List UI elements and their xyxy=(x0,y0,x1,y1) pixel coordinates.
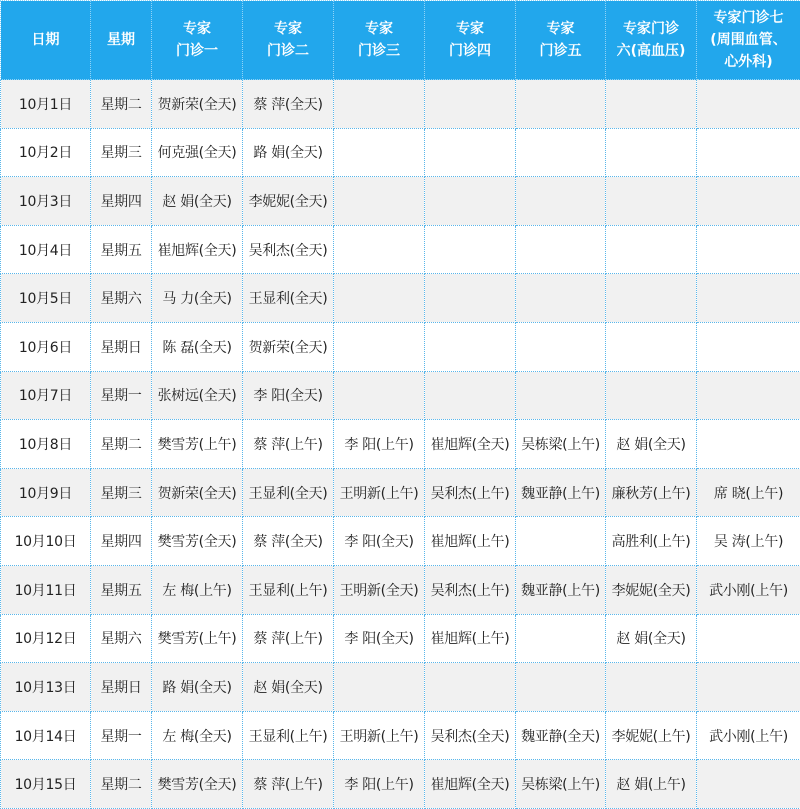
cell-clinic-6 xyxy=(606,274,697,323)
column-header-line: 专家 xyxy=(274,21,302,37)
cell-clinic-4 xyxy=(425,128,516,177)
cell-clinic-1: 路 娟(全天) xyxy=(152,663,243,712)
table-row xyxy=(1,565,800,614)
cell-date: 10月15日 xyxy=(1,760,91,809)
cell-clinic-6 xyxy=(606,128,697,177)
cell-clinic-7: 吴 涛(上午) xyxy=(697,517,800,566)
cell-clinic-4 xyxy=(425,322,516,371)
table-row xyxy=(1,322,800,371)
table-row xyxy=(1,80,800,129)
cell-clinic-4: 崔旭辉(全天) xyxy=(425,760,516,809)
cell-clinic-2: 蔡 萍(全天) xyxy=(243,80,334,129)
cell-clinic-7 xyxy=(697,322,800,371)
cell-date: 10月9日 xyxy=(1,468,91,517)
cell-clinic-3 xyxy=(334,177,425,226)
column-header-clinic-2 xyxy=(243,1,334,80)
column-header-line: 门诊二 xyxy=(267,43,309,59)
cell-clinic-7 xyxy=(697,614,800,663)
column-header-clinic-4 xyxy=(425,1,516,80)
cell-clinic-3: 李 阳(全天) xyxy=(334,517,425,566)
cell-weekday: 星期一 xyxy=(91,711,152,760)
cell-clinic-3: 王明新(上午) xyxy=(334,468,425,517)
cell-date: 10月10日 xyxy=(1,517,91,566)
cell-clinic-5 xyxy=(516,517,606,566)
cell-weekday: 星期五 xyxy=(91,565,152,614)
table-row xyxy=(1,517,800,566)
cell-clinic-7 xyxy=(697,128,800,177)
cell-weekday: 星期二 xyxy=(91,760,152,809)
cell-clinic-6 xyxy=(606,322,697,371)
cell-date: 10月7日 xyxy=(1,371,91,420)
cell-clinic-7 xyxy=(697,274,800,323)
table-row xyxy=(1,663,800,712)
cell-clinic-1: 贺新荣(全天) xyxy=(152,468,243,517)
cell-weekday: 星期一 xyxy=(91,371,152,420)
column-header-line: 专家 xyxy=(183,21,211,37)
cell-clinic-2: 蔡 萍(全天) xyxy=(243,517,334,566)
cell-weekday: 星期三 xyxy=(91,468,152,517)
cell-clinic-5 xyxy=(516,80,606,129)
column-header-line: 六(高血压) xyxy=(616,43,686,59)
cell-clinic-6: 赵 娟(全天) xyxy=(606,614,697,663)
cell-clinic-2: 蔡 萍(上午) xyxy=(243,760,334,809)
cell-clinic-4: 崔旭辉(上午) xyxy=(425,614,516,663)
cell-clinic-2: 李妮妮(全天) xyxy=(243,177,334,226)
cell-clinic-6: 李妮妮(全天) xyxy=(606,565,697,614)
table-body xyxy=(1,80,800,809)
cell-clinic-5 xyxy=(516,614,606,663)
column-header-clinic-1 xyxy=(152,1,243,80)
cell-clinic-4 xyxy=(425,274,516,323)
cell-date: 10月11日 xyxy=(1,565,91,614)
cell-clinic-2: 王显利(全天) xyxy=(243,468,334,517)
cell-clinic-3 xyxy=(334,274,425,323)
column-header-line: 门诊三 xyxy=(358,43,400,59)
cell-clinic-6: 赵 娟(全天) xyxy=(606,420,697,469)
cell-clinic-1: 赵 娟(全天) xyxy=(152,177,243,226)
cell-clinic-4: 崔旭辉(上午) xyxy=(425,517,516,566)
cell-weekday: 星期六 xyxy=(91,274,152,323)
cell-weekday: 星期四 xyxy=(91,517,152,566)
column-header-clinic-6 xyxy=(606,1,697,80)
cell-clinic-7 xyxy=(697,420,800,469)
cell-clinic-2: 赵 娟(全天) xyxy=(243,663,334,712)
table-row xyxy=(1,225,800,274)
cell-weekday: 星期三 xyxy=(91,128,152,177)
cell-clinic-7 xyxy=(697,371,800,420)
cell-clinic-7 xyxy=(697,80,800,129)
cell-clinic-6 xyxy=(606,80,697,129)
cell-clinic-5 xyxy=(516,371,606,420)
cell-clinic-2: 李 阳(全天) xyxy=(243,371,334,420)
cell-clinic-1: 贺新荣(全天) xyxy=(152,80,243,129)
column-header-line: 专家 xyxy=(546,21,575,37)
cell-clinic-6 xyxy=(606,663,697,712)
column-header-line: 日期 xyxy=(31,32,60,48)
cell-clinic-5 xyxy=(516,322,606,371)
cell-clinic-1: 樊雪芳(上午) xyxy=(152,614,243,663)
cell-clinic-4: 吴利杰(上午) xyxy=(425,565,516,614)
cell-clinic-5 xyxy=(516,225,606,274)
cell-clinic-5: 吴栋梁(上午) xyxy=(516,420,606,469)
cell-date: 10月12日 xyxy=(1,614,91,663)
cell-clinic-3 xyxy=(334,322,425,371)
column-header-clinic-3 xyxy=(334,1,425,80)
cell-weekday: 星期二 xyxy=(91,420,152,469)
cell-clinic-4: 崔旭辉(全天) xyxy=(425,420,516,469)
cell-clinic-2: 贺新荣(全天) xyxy=(243,322,334,371)
cell-clinic-7 xyxy=(697,225,800,274)
cell-clinic-4 xyxy=(425,80,516,129)
cell-clinic-1: 何克强(全天) xyxy=(152,128,243,177)
cell-clinic-1: 张树远(全天) xyxy=(152,371,243,420)
column-header-date xyxy=(1,1,91,80)
cell-clinic-3 xyxy=(334,128,425,177)
cell-weekday: 星期四 xyxy=(91,177,152,226)
cell-clinic-6 xyxy=(606,177,697,226)
cell-clinic-7 xyxy=(697,663,800,712)
column-header-line: 专家门诊七 xyxy=(713,10,784,26)
column-header-line: 门诊一 xyxy=(176,43,218,59)
cell-clinic-4 xyxy=(425,371,516,420)
cell-clinic-4 xyxy=(425,177,516,226)
cell-clinic-1: 崔旭辉(全天) xyxy=(152,225,243,274)
table-row xyxy=(1,128,800,177)
column-header-line: 专家门诊 xyxy=(623,21,679,37)
cell-clinic-2: 王显利(上午) xyxy=(243,565,334,614)
cell-clinic-3: 李 阳(上午) xyxy=(334,760,425,809)
cell-date: 10月2日 xyxy=(1,128,91,177)
cell-clinic-1: 马 力(全天) xyxy=(152,274,243,323)
cell-date: 10月8日 xyxy=(1,420,91,469)
column-header-line: 门诊四 xyxy=(449,43,491,59)
cell-date: 10月3日 xyxy=(1,177,91,226)
table-row xyxy=(1,614,800,663)
cell-clinic-3 xyxy=(334,371,425,420)
table-row xyxy=(1,468,800,517)
cell-weekday: 星期五 xyxy=(91,225,152,274)
cell-date: 10月5日 xyxy=(1,274,91,323)
cell-clinic-2: 王显利(全天) xyxy=(243,274,334,323)
cell-clinic-1: 樊雪芳(全天) xyxy=(152,760,243,809)
cell-weekday: 星期日 xyxy=(91,663,152,712)
cell-clinic-5 xyxy=(516,128,606,177)
header-row xyxy=(1,1,800,80)
table-row xyxy=(1,760,800,809)
cell-clinic-6: 廉秋芳(上午) xyxy=(606,468,697,517)
cell-clinic-5 xyxy=(516,663,606,712)
cell-clinic-7: 席 晓(上午) xyxy=(697,468,800,517)
cell-clinic-6: 李妮妮(上午) xyxy=(606,711,697,760)
cell-clinic-7: 武小刚(上午) xyxy=(697,711,800,760)
cell-clinic-3: 王明新(上午) xyxy=(334,711,425,760)
cell-clinic-3 xyxy=(334,225,425,274)
cell-clinic-6: 赵 娟(上午) xyxy=(606,760,697,809)
cell-clinic-4: 吴利杰(上午) xyxy=(425,468,516,517)
cell-clinic-5: 魏亚静(上午) xyxy=(516,468,606,517)
cell-clinic-1: 樊雪芳(上午) xyxy=(152,420,243,469)
cell-clinic-1: 左 梅(上午) xyxy=(152,565,243,614)
cell-clinic-5: 吴栋梁(上午) xyxy=(516,760,606,809)
cell-clinic-6 xyxy=(606,225,697,274)
cell-clinic-4 xyxy=(425,663,516,712)
column-header-clinic-7 xyxy=(697,1,800,80)
column-header-line: 专家 xyxy=(365,21,393,37)
cell-clinic-1: 左 梅(全天) xyxy=(152,711,243,760)
column-header-line: (周围血管、 xyxy=(710,32,787,48)
column-header-weekday xyxy=(91,1,152,80)
table-row xyxy=(1,420,800,469)
cell-clinic-5: 魏亚静(上午) xyxy=(516,565,606,614)
cell-date: 10月14日 xyxy=(1,711,91,760)
table-row xyxy=(1,177,800,226)
cell-clinic-1: 樊雪芳(全天) xyxy=(152,517,243,566)
cell-date: 10月13日 xyxy=(1,663,91,712)
cell-clinic-3 xyxy=(334,80,425,129)
cell-clinic-1: 陈 磊(全天) xyxy=(152,322,243,371)
cell-clinic-2: 路 娟(全天) xyxy=(243,128,334,177)
cell-date: 10月4日 xyxy=(1,225,91,274)
cell-clinic-3: 李 阳(全天) xyxy=(334,614,425,663)
table-row xyxy=(1,371,800,420)
cell-clinic-3: 王明新(全天) xyxy=(334,565,425,614)
cell-clinic-4 xyxy=(425,225,516,274)
cell-date: 10月6日 xyxy=(1,322,91,371)
cell-weekday: 星期日 xyxy=(91,322,152,371)
column-header-line: 门诊五 xyxy=(539,43,582,59)
table-row xyxy=(1,274,800,323)
table-header xyxy=(1,1,800,80)
cell-clinic-6: 高胜利(上午) xyxy=(606,517,697,566)
table-row xyxy=(1,711,800,760)
cell-clinic-7: 武小刚(上午) xyxy=(697,565,800,614)
cell-clinic-7 xyxy=(697,177,800,226)
cell-clinic-5: 魏亚静(全天) xyxy=(516,711,606,760)
cell-weekday: 星期六 xyxy=(91,614,152,663)
cell-clinic-5 xyxy=(516,274,606,323)
cell-weekday: 星期二 xyxy=(91,80,152,129)
cell-clinic-2: 蔡 萍(上午) xyxy=(243,420,334,469)
cell-clinic-3 xyxy=(334,663,425,712)
cell-clinic-2: 吴利杰(全天) xyxy=(243,225,334,274)
column-header-line: 专家 xyxy=(456,21,484,37)
column-header-line: 星期 xyxy=(107,32,135,48)
column-header-clinic-5 xyxy=(516,1,606,80)
cell-clinic-2: 王显利(上午) xyxy=(243,711,334,760)
cell-clinic-4: 吴利杰(全天) xyxy=(425,711,516,760)
cell-clinic-7 xyxy=(697,760,800,809)
cell-clinic-6 xyxy=(606,371,697,420)
cell-date: 10月1日 xyxy=(1,80,91,129)
cell-clinic-5 xyxy=(516,177,606,226)
cell-clinic-2: 蔡 萍(上午) xyxy=(243,614,334,663)
cell-clinic-3: 李 阳(上午) xyxy=(334,420,425,469)
column-header-line: 心外科) xyxy=(724,54,773,70)
